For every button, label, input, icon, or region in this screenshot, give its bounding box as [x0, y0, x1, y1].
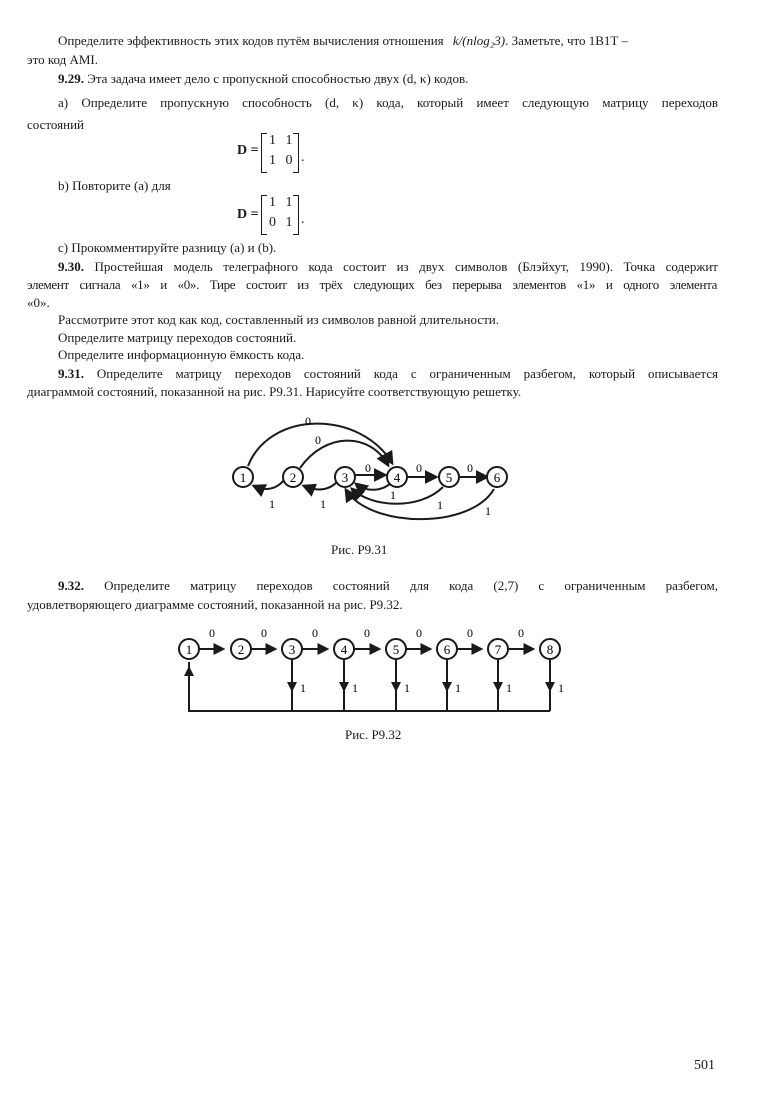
efficiency-formula: k/(nlog₂3) — [452, 33, 506, 48]
problem-9-29-header — [58, 71, 468, 87]
return-arrowhead — [184, 666, 194, 676]
matrix-left-bracket — [261, 133, 267, 173]
problem-9-29-b: b) Повторите (a) для — [58, 178, 171, 193]
state-node-1 — [233, 467, 253, 487]
state-node-2 — [231, 639, 251, 659]
edge-label-0: 0 — [467, 626, 473, 640]
edge-label-1: 1 — [320, 497, 326, 511]
state-label: 7 — [494, 642, 502, 657]
page-number: 501 — [694, 1058, 715, 1073]
state-label: 3 — [341, 470, 349, 485]
figure-p9-32-caption: Рис. Р9.32 — [345, 727, 402, 742]
state-label: 2 — [289, 470, 297, 485]
problem-9-29-a-line-2: состояний — [27, 117, 84, 132]
state-label: 5 — [392, 642, 400, 657]
edge-label-1: 1 — [300, 681, 306, 695]
matrix-period: . — [301, 212, 305, 227]
state-label: 1 — [185, 642, 193, 657]
problem-9-29-c: c) Прокомментируйте разницу (a) и (b). — [58, 240, 277, 255]
state-node-8 — [540, 639, 560, 659]
problem-9-29-a-line-1: a) Определите пропускную способность (d, κ) кода, который имеет следующую матрицу переходов — [58, 95, 718, 110]
state-label: 1 — [239, 470, 247, 485]
figure-p9-31-diagram — [225, 405, 525, 530]
edge-label-1: 1 — [390, 488, 396, 502]
matrix-right-bracket — [293, 133, 299, 173]
edge-label-1: 1 — [455, 681, 461, 695]
matrix-right-bracket — [293, 195, 299, 235]
edge-label-0: 0 — [315, 433, 321, 447]
edge-label-0: 0 — [518, 626, 524, 640]
state-node-4 — [334, 639, 354, 659]
problem-9-30-line-2: элемент сигнала «1» и «0». Тире состоит из трёх следующих без перерыва элементов «1» и одного элемента — [27, 277, 717, 292]
edge-label-1: 1 — [558, 681, 564, 695]
state-label: 2 — [237, 642, 245, 657]
matrix-label: D = — [237, 207, 259, 222]
edge-6-to-3 — [346, 489, 494, 519]
state-label: 3 — [288, 642, 296, 657]
edge-label-0: 0 — [305, 414, 311, 428]
problem-9-30-line-5: Определите матрицу переходов состояний. — [58, 330, 297, 345]
edge-4-to-3 — [356, 482, 392, 490]
edge-label-0: 0 — [416, 626, 422, 640]
problem-9-31-line-1 — [58, 366, 718, 382]
problem-9-31-line-2: диаграммой состояний, показанной на рис. Р9.31. Нарисуйте соответствующую решетку. — [27, 384, 522, 399]
state-node-4 — [387, 467, 407, 487]
state-label: 4 — [393, 470, 401, 485]
problem-text: Простейшая модель телеграфного кода состоит из двух символов (Блэйхут, 1990). Точка содержит — [94, 259, 718, 274]
intro-line-1 — [58, 33, 628, 49]
state-label: 8 — [546, 642, 554, 657]
problem-text: Определите матрицу переходов состояний кода с ограниченным разбегом, который описывается — [96, 366, 718, 381]
problem-9-30-line-1 — [58, 259, 718, 275]
matrix-row-2: 1 0 — [269, 153, 293, 168]
figure-p9-31-caption: Рис. Р9.31 — [331, 542, 388, 557]
edge-label-0: 0 — [312, 626, 318, 640]
matrix-left-bracket — [261, 195, 267, 235]
edge-label-0: 0 — [209, 626, 215, 640]
intro-line-2: это код AMI. — [27, 52, 99, 67]
matrix-row-1: 1 1 — [269, 133, 293, 148]
problem-9-30-line-6: Определите информационную ёмкость кода. — [58, 347, 305, 362]
state-label: 6 — [493, 470, 501, 485]
state-node-3 — [282, 639, 302, 659]
one-arrowheads — [287, 682, 555, 692]
edge-label-1: 1 — [269, 497, 275, 511]
state-node-7 — [488, 639, 508, 659]
edge-label-1: 1 — [506, 681, 512, 695]
edge-label-0: 0 — [261, 626, 267, 640]
state-node-3 — [335, 467, 355, 487]
edge-2-to-1 — [254, 480, 284, 489]
state-node-6 — [437, 639, 457, 659]
intro-tail: . Заметьте, что 1В1Т – — [505, 33, 629, 48]
state-label: 4 — [340, 642, 348, 657]
edge-3-to-2 — [304, 482, 337, 489]
edge-label-0: 0 — [365, 461, 371, 475]
edge-label-0: 0 — [416, 461, 422, 475]
edge-label-0: 0 — [364, 626, 370, 640]
state-node-5 — [386, 639, 406, 659]
problem-number: 9.30. — [58, 259, 84, 274]
state-node-2 — [283, 467, 303, 487]
problem-text: Эта задача имеет дело с пропускной способностью двух (d, κ) кодов. — [87, 71, 469, 86]
zero-labels — [209, 626, 524, 640]
edge-label-0: 0 — [467, 461, 473, 475]
problem-text: Определите матрицу переходов состояний для кода (2,7) с ограниченным разбегом, — [104, 578, 719, 593]
problem-number: 9.31. — [58, 366, 84, 381]
matrix-period: . — [301, 150, 305, 165]
problem-9-30-line-4: Рассмотрите этот код как код, составленный из символов равной длительности. — [58, 312, 499, 327]
problem-number: 9.29. — [58, 71, 84, 86]
edge-2-to-4 — [300, 441, 388, 468]
edge-label-1: 1 — [437, 498, 443, 512]
state-node-1 — [179, 639, 199, 659]
edge-label-1: 1 — [404, 681, 410, 695]
intro-text: Определите эффективность этих кодов путём вычисления отношения — [58, 33, 444, 48]
state-label: 6 — [443, 642, 451, 657]
edge-label-1: 1 — [352, 681, 358, 695]
matrix-row-1: 1 1 — [269, 195, 293, 210]
edge-label-1: 1 — [485, 504, 491, 518]
problem-9-32-line-1 — [58, 578, 718, 594]
state-label: 5 — [445, 470, 453, 485]
problem-9-30-line-3: «0». — [27, 295, 50, 310]
matrix-row-2: 0 1 — [269, 215, 293, 230]
state-node-6 — [487, 467, 507, 487]
problem-number: 9.32. — [58, 578, 84, 593]
figure-p9-32-diagram — [170, 620, 580, 720]
matrix-label: D = — [237, 143, 259, 158]
problem-9-32-line-2: удовлетворяющего диаграмме состояний, показанной на рис. Р9.32. — [27, 597, 403, 612]
state-node-5 — [439, 467, 459, 487]
